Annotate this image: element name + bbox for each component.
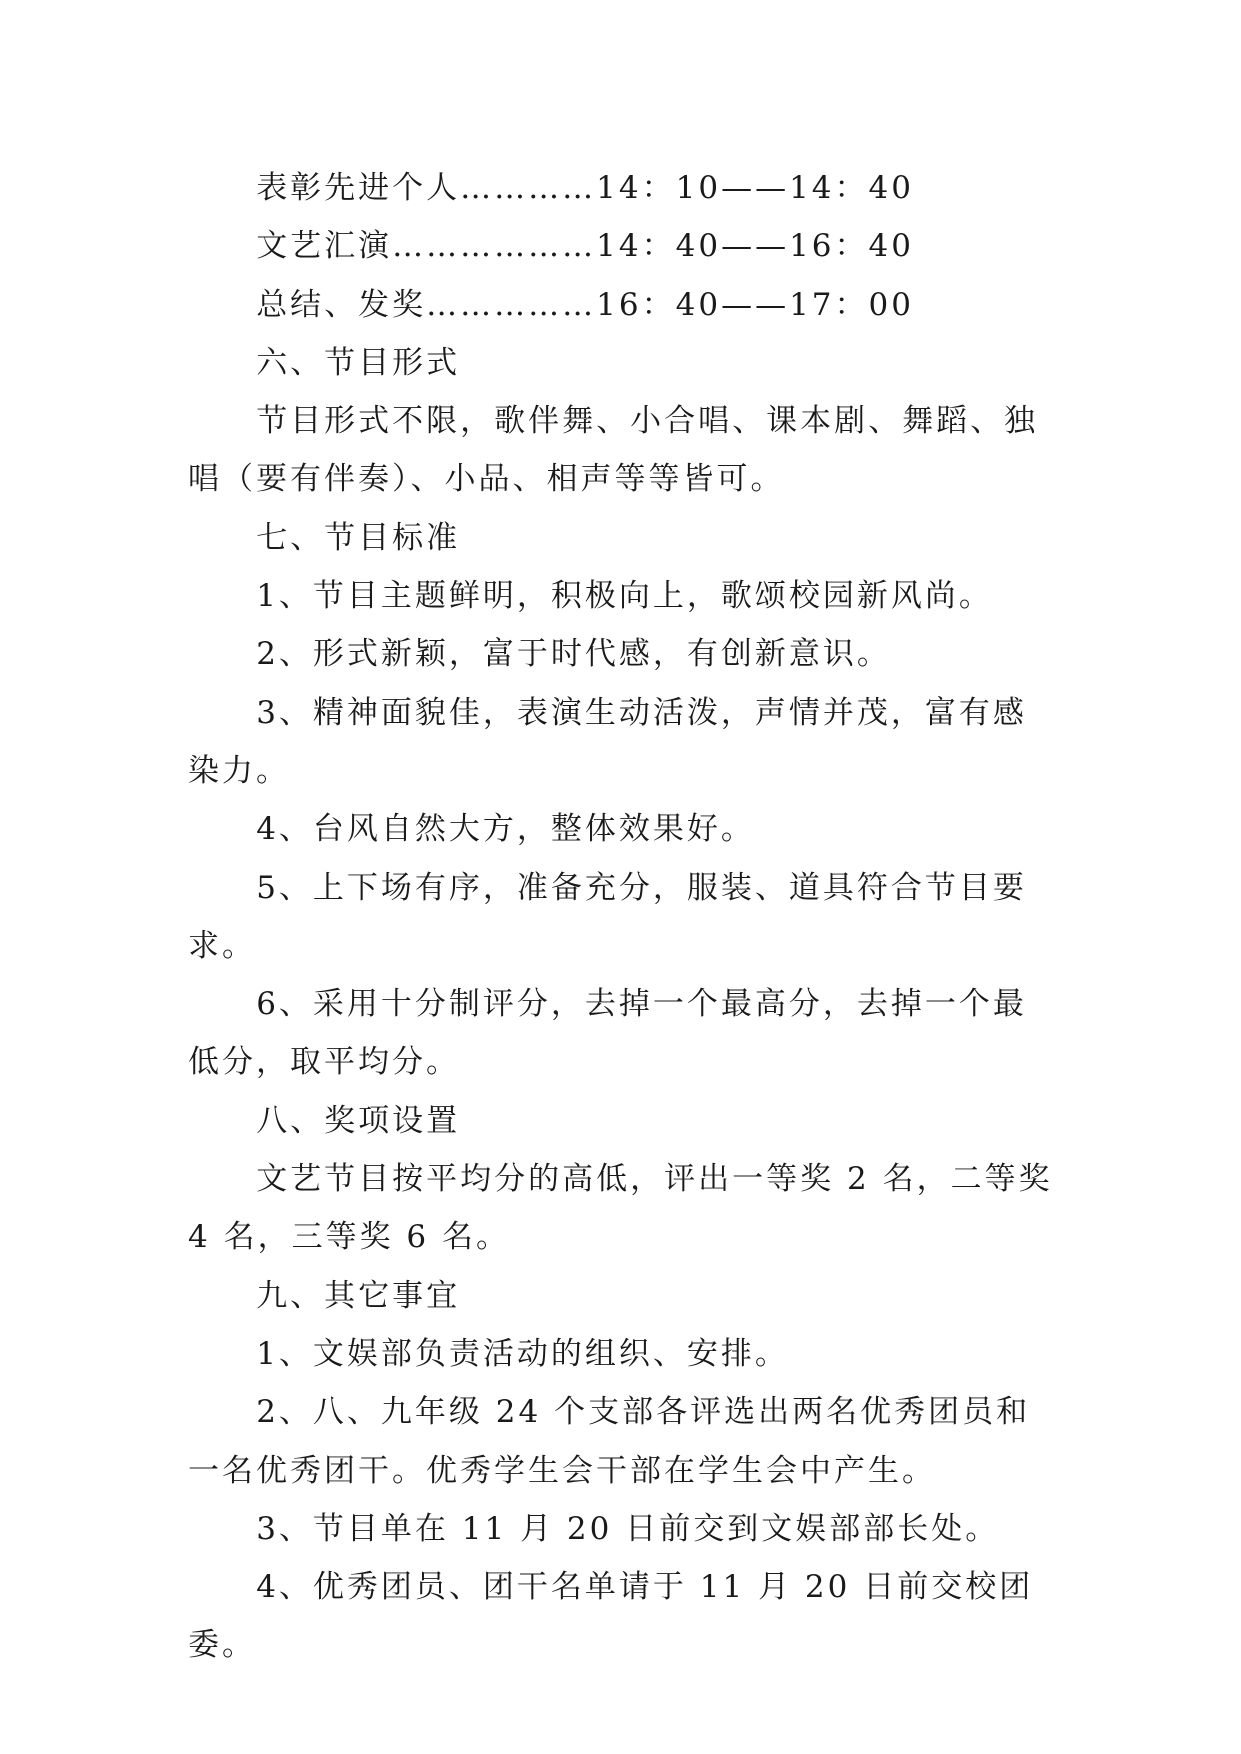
document-body xyxy=(188,159,1058,1675)
standards-item: 3、精神面貌佳，表演生动活泼，声情并茂，富有感染力。 xyxy=(188,694,1027,789)
standards-item: 1、节目主题鲜明，积极向上，歌颂校园新风尚。 xyxy=(256,578,993,615)
section-heading-awards: 八、奖项设置 xyxy=(256,1102,461,1139)
section-body-awards: 文艺节目按平均分的高低，评出一等奖 2 名，二等奖 4 名，三等奖 6 名。 xyxy=(188,1161,1053,1256)
schedule-item-summary: 总结、发奖……………16：40——17：00 xyxy=(256,286,914,323)
section-heading-other-matters: 九、其它事宜 xyxy=(256,1277,461,1314)
section-heading-program-form: 六、节目形式 xyxy=(256,344,461,381)
standards-item: 2、形式新颖，富于时代感，有创新意识。 xyxy=(256,636,891,673)
standards-item: 6、采用十分制评分，去掉一个最高分，去掉一个最低分，取平均分。 xyxy=(188,986,1027,1081)
other-matters-item: 1、文娱部负责活动的组织、安排。 xyxy=(256,1335,789,1372)
standards-item: 4、台风自然大方，整体效果好。 xyxy=(256,811,755,848)
other-matters-item: 3、节目单在 11 月 20 日前交到文娱部部长处。 xyxy=(256,1510,1000,1547)
other-matters-item: 4、优秀团员、团干名单请于 11 月 20 日前交校团委。 xyxy=(188,1569,1034,1664)
section-body-program-form: 节目形式不限，歌伴舞、小合唱、课本剧、舞蹈、独唱（要有伴奏）、小品、相声等等皆可。 xyxy=(188,403,1039,498)
standards-item: 5、上下场有序，准备充分，服装、道具符合节目要求。 xyxy=(188,869,1027,964)
other-matters-item: 2、八、九年级 24 个支部各评选出两名优秀团员和一名优秀团干。优秀学生会干部在学生会中产生。 xyxy=(188,1394,1031,1489)
section-heading-program-standards: 七、节目标准 xyxy=(256,519,461,556)
schedule-item-awards: 表彰先进个人…………14：10——14：40 xyxy=(256,170,914,206)
schedule-item-performance: 文艺汇演………………14：40——16：40 xyxy=(256,228,914,265)
